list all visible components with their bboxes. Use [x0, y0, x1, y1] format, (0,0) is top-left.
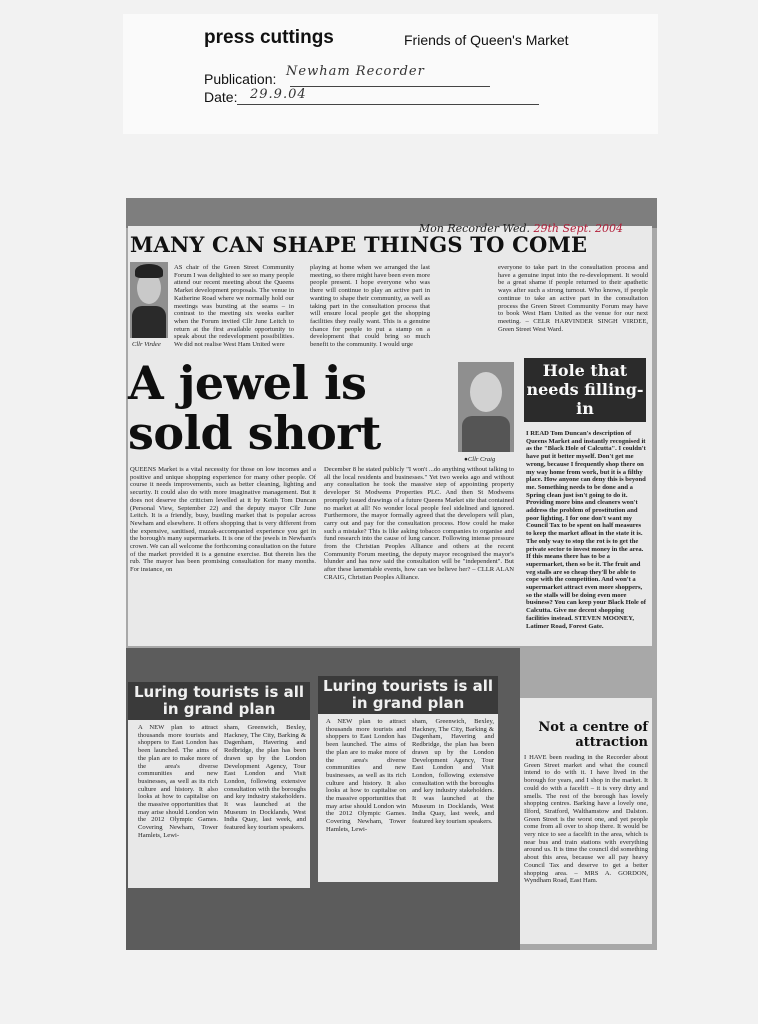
luring-1-col-1: A NEW plan to attract thousands more tourists and shoppers to East London has been launched. The aims of the plan are to make more of the area's diverse communities and new businesses, as well as its rich culture and history. It also looks at how to capitalise on the massive opportunities that may arise should London win the 2012 Olympic Games. Covering Newham, Tower Hamlets, Lewi- — [138, 724, 218, 839]
luring-clipping-2 — [318, 676, 498, 882]
centre-headline-line-2: attraction — [575, 735, 648, 750]
publication-value: Newham Recorder — [286, 64, 425, 79]
newspaper-clipping — [126, 198, 657, 950]
craig-caption: ●Cllr Craig — [464, 456, 496, 463]
craig-photo — [458, 362, 514, 452]
luring-2-col-1: A NEW plan to attract thousands more tourists and shoppers to East London has been launched. The aims of the plan are to make more of the area's diverse communities and new businesses, as well as its rich culture and history. It also looks at how to capitalise on the massive opportunities that may arise should London win the 2012 Olympic Games. Covering Newham, Tower Hamlets, Lewi- — [326, 718, 406, 833]
jewel-col-1: QUEENS Market is a vital necessity for those on low incomes and a positive and unique shopping experience for many other people. Of course it needs improvements, such as better cleaning, lighting and security. It could also do with more imaginative management. But it does not deserve the criticism levelled at it by Keith Tom Duncan (Personal View, September 22) and the deputy mayor Cllr June Leitch. It is a friendly, busy, bustling market that is popular across Newham and elsewhere. It offers shopping that is very different from the expensive, sanitised, muzak-accompanied experience you get in the borough's many supermarkets. It is one of the jewels in Newham's crown. We can all welcome the forthcoming consultation on the future of the market provided it is a genuine exercise. But therein lies the rub. The mayor has been promising consultation for many months. For instance, on — [130, 466, 316, 574]
centre-text: I HAVE been reading in the Recorder about Green Street market and what the council intend to do with it. I have lived in the borough for years, and I shop in the market. It could do with a facelift – it is very dirty and smells. The rest of the borough has lovely shopping centres. Barking have a lovely one, Ilford, Stratford, Walthamstow and Dalston. Green Street is the worst one, and yet people come from all over to shop there. It would be very nice to see a facelift in the area, which is near bus and train stations with everything around us. It is time the council did something about this area, because we all pay heavy Council Tax and deserve to get a better shopping area. – MRS A. GORDON, Wyndham Road, East Ham. — [524, 754, 648, 885]
hole-headline: Hole that needs filling-in — [524, 358, 646, 422]
top-story-col-2: playing at home when we arranged the last meeting, so there might have been even more people present. I hope everyone who was there will continue to play an active part in wanting to shape their community, as well as taking part in the consultation process that will ensure local people get the shopping facilities they really want. This is a genuine chance for people to put a stamp on a development that could bring so much benefit to the community. I would urge — [310, 264, 430, 348]
jewel-col-2: December 8 he stated publicly "I won't ...do anything without talking to all the local residents and businesses." Yet two weeks ago and without any consultation he took the massive step of appointing property developer St Modwens Properties PLC. And then St Modwens promptly issued drawings of a future Queens Market site that contained no market at all! No wonder local people feel sidelined and ignored. Furthermore, the mayor formally agreed that the developers will plan, carry out and pay for the consultation process. How could he make such a mistake? This is like asking tobacco companies to organise and fund research into the cause of lung cancer. Following intense pressure from the Christian Peoples Alliance and others at the recent Community Forum meeting, the deputy mayor recognised the mayor's blunder and has now said the consultation will be "independent". But after these lamentable events, how can we believe her? – CLLR ALAN CRAIG, Christian Peoples Alliance. — [324, 466, 514, 581]
date-value: 29.9.04 — [250, 87, 307, 102]
publication-label: Publication: — [204, 71, 277, 87]
hole-text: I READ Tom Duncan's description of Queens Market and instantly recognised it as the "Black Hole of Calcutta". I couldn't have put it better myself. Don't get me wrong, because I frequently shop there on my way home from work, but it is a filthy place. How anyone can deny this is beyond me. Something needs to be done and a Spring clean just isn't going to do it. Providing more bins and cleaners won't address the problem of prostitution and poor lighting. I for one don't want my Council Tax to be spent on half measures to keep the market afloat in the state it is. The only way to stop the rot is to get the private sector to invest money in the area. If this means there has to be a supermarket, then so be it. The fruit and veg stalls are so cheap they'll be able to cope with the competition. And won't a supermarket attract even more shoppers, so the stalls will be doing even more business? You can keep your Black Hole of Calcutta. Give me decent shopping facilities instead. STEVEN MOONEY, Latimer Road, Forest Gate. — [526, 430, 646, 630]
organisation-name: Friends of Queen's Market — [404, 32, 569, 48]
virdee-photo — [130, 262, 168, 338]
date-line — [237, 104, 539, 105]
publication-line — [290, 86, 490, 87]
luring-clipping-1 — [128, 682, 310, 888]
handwritten-note: Mon Recorder Wed. — [418, 222, 530, 235]
luring-2-col-2: sham, Greenwich, Bexley, Hackney, The City, Barking & Dagenham, Havering and Redbridge, the plan has been drawn up by the London Development Agency, Tour East London and Visit London, following extensive consultation with the boroughs and key industry stakeholders. It was launched at the Museum in Docklands, West India Quay, last week, and featured key tourism speakers. — [412, 718, 494, 826]
centre-headline — [526, 720, 648, 750]
luring-headline-1: Luring tourists is all in grand plan — [128, 682, 310, 720]
luring-1-col-2: sham, Greenwich, Bexley, Hackney, The City, Barking & Dagenham, Havering and Redbridge, the plan has been drawn up by the London Development Agency, Tour East London and Visit London, following extensive consultation with the boroughs and key industry stakeholders. It was launched at the Museum in Docklands, West India Quay, last week, and featured key tourism speakers. — [224, 724, 306, 832]
top-story-headline: MANY CAN SHAPE THINGS TO COME — [130, 232, 588, 257]
centre-headline-line-1: Not a centre of — [538, 720, 648, 735]
handwritten-date: 29th Sept. 2004 — [533, 222, 623, 235]
jewel-headline-line-2: sold short — [128, 406, 381, 460]
jewel-headline-line-1: A jewel is — [128, 356, 367, 410]
top-story-col-1: AS chair of the Green Street Community Forum I was delighted to see so many people attend our recent meeting about the Queens Market development proposals. The venue in Katherine Road where we normally hold our meetings was bursting at the seams – in contrast to the meeting six weeks earlier when the Forum invited Cllr June Leitch to return at the first available opportunity to speak about the redevelopment possibilities. We did not realise West Ham United were — [174, 264, 294, 348]
virdee-caption: Cllr Virdee — [132, 341, 161, 348]
date-label: Date: — [204, 89, 238, 105]
press-cuttings-title: press cuttings — [204, 27, 334, 48]
jewel-headline — [128, 358, 381, 458]
luring-headline-2: Luring tourists is all in grand plan — [318, 676, 498, 714]
top-story-col-3: everyone to take part in the consultation process and have a genuine input into the re-development. It would be a great shame if people returned to their apathetic ways after such a strong turnout. Who knows, if people continue to take an active part in the consultation process the Green Street Community Forum may have to book West Ham United as the venue for our next meeting. – CELR HARVINDER SINGH VIRDEE, Green Street West Ward. — [498, 264, 648, 333]
